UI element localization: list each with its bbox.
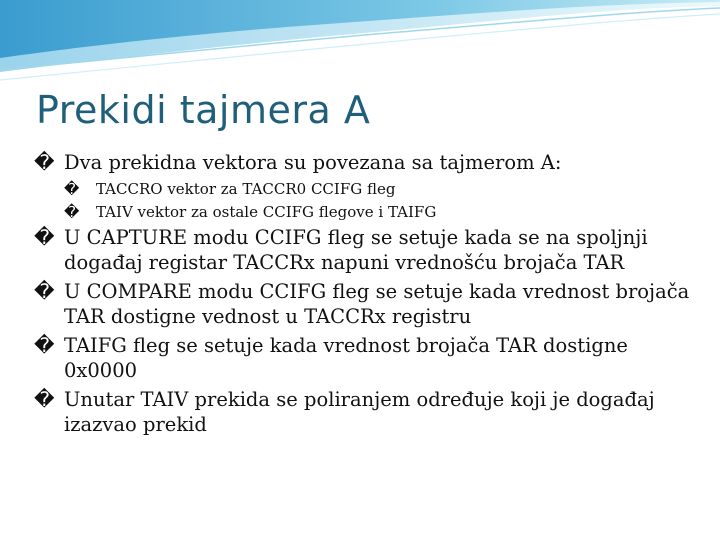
bullet-item <box>34 279 704 330</box>
bullet-glyph-icon: � <box>34 332 55 357</box>
bullet-item <box>34 387 704 438</box>
bullet-item <box>34 225 704 276</box>
sub-bullet-text: TACCRO vektor za TACCR0 CCIFG fleg <box>96 179 396 198</box>
bullet-text: U COMPARE modu CCIFG fleg se setuje kada vrednost brojača TAR dostigne vednost u TACCRx registru <box>64 279 690 328</box>
bullet-text: TAIFG fleg se setuje kada vrednost brojača TAR dostigne 0x0000 <box>64 333 628 382</box>
bullet-item <box>34 150 704 176</box>
bullet-text: Dva prekidna vektora su povezana sa tajmerom A: <box>64 151 562 174</box>
sub-bullet-item <box>34 179 704 199</box>
bullet-text: Unutar TAIV prekida se poliranjem određuje koji je događaj izazvao prekid <box>64 387 655 436</box>
sub-bullet-text: TAIV vektor za ostale CCIFG flegove i TAIFG <box>96 202 437 221</box>
bullet-glyph-icon: � <box>34 224 55 249</box>
sub-bullet-glyph-icon: � <box>64 202 80 221</box>
header-wave-decoration <box>0 0 720 90</box>
sub-bullet-glyph-icon: � <box>64 179 80 198</box>
bullet-text: U CAPTURE modu CCIFG fleg se setuje kada se na spoljnji događaj registar TACCRx napuni vrednošću brojača TAR <box>64 225 648 274</box>
bullet-item <box>34 333 704 384</box>
bullet-glyph-icon: � <box>34 386 55 411</box>
bullet-list <box>34 150 704 441</box>
bullet-glyph-icon: � <box>34 278 55 303</box>
sub-bullet-item <box>34 202 704 222</box>
page-title: Prekidi tajmera A <box>36 88 371 132</box>
bullet-glyph-icon: � <box>34 150 55 174</box>
